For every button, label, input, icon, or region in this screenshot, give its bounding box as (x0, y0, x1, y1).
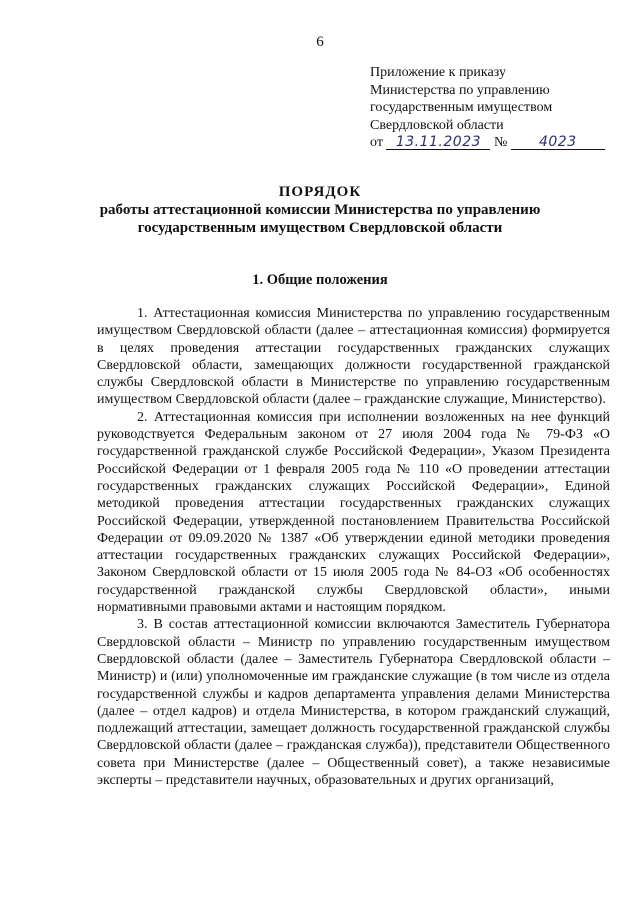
appendix-line: государственным имуществом (370, 100, 553, 115)
paragraph: 2. Аттестационная комиссия при исполнении возложенных на нее функций руководствуется Федеральным законом от 27 июля 2004 года № 79-ФЗ «О государственной гражданской службе Российской Федерации», Указом Президента Российской Федерации от 1 февраля 2005 года № 110 «О проведении аттестации государственных гражданских служащих Российской Федерации», Единой методикой проведения аттестации государственных гражданских служащих Российской Федерации, утвержденной постановлением Правительства Российской Федерации от 09.09.2020 № 1387 «Об утверждении единой методики проведения аттестации государственных гражданских служащих Российской Федерации», Законом Свердловской области от 15 июля 2005 года № 84-ОЗ «Об особенностях государственной гражданской службы Свердловской области», иными нормативными правовыми актами и настоящим порядком. (97, 409, 610, 616)
appendix-block (370, 64, 620, 152)
appendix-line: Приложение к приказу (370, 65, 506, 80)
page-number: 6 (316, 34, 324, 50)
appendix-line: Свердловской области (370, 117, 504, 133)
document-title (0, 183, 640, 237)
appendix-line: Министерства по управлению (370, 82, 550, 98)
handwritten-number: 4023 (511, 135, 605, 150)
handwritten-date: 13.11.2023 (386, 135, 490, 150)
number-label: № (493, 135, 508, 150)
section-heading: 1. Общие положения (252, 272, 388, 288)
paragraph: 3. В состав аттестационной комиссии включаются Заместитель Губернатора Свердловской области – Министр по управлению государственным имуществом Свердловской области (далее – Заместитель Губернатора Свердловской области – Министр) и (или) уполномоченные им гражданские служащие (в том числе из отдела государственной службы и кадров департамента управления делами Министерства (далее – отдел кадров) и отдела Министерства, в котором гражданский служащий, подлежащий аттестации, замещает должность государственной гражданской службы Свердловской области (далее – гражданская служба)), представители Общественного совета при Министерстве (далее – Общественный совет), а также независимые эксперты – представители научных, образовательных и других организаций, (97, 617, 610, 789)
order-date-number-line (370, 134, 620, 152)
title-subtitle-line: работы аттестационной комиссии Министерства по управлению (99, 202, 541, 218)
title-subtitle-line: государственным имуществом Свердловской области (137, 220, 503, 236)
paragraph: 1. Аттестационная комиссия Министерства по управлению государственным имуществом Свердловской области (далее – аттестационная комиссия) формируется в целях проведения аттестации государственных гражданских служащих Свердловской области, замещающих должности государственной гражданской службы Свердловской области в Министерстве по управлению государственным имуществом Свердловской области (далее – гражданские служащие, Министерство). (97, 306, 610, 408)
from-label: от (370, 135, 383, 150)
title-main: ПОРЯДОК (278, 184, 362, 200)
body-text (97, 305, 610, 789)
